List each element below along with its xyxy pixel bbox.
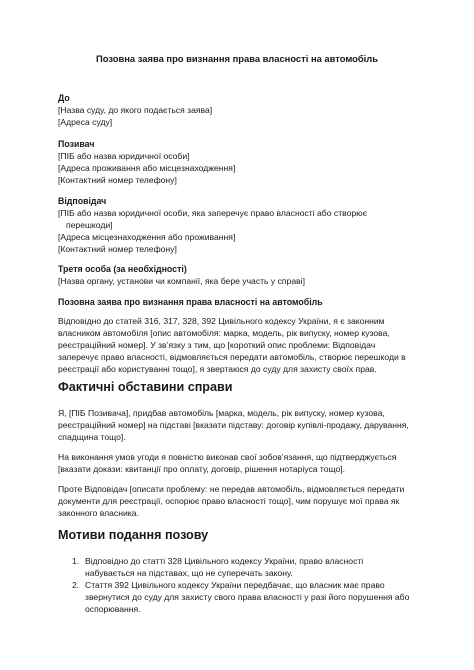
claim-paragraph [58,315,418,375]
paragraph-line: На виконання умов угоди я повністю виконав свої зобов’язання, що підтверджується [58,452,397,462]
defendant-name-placeholder: [ПІБ або назва юридичної особи, яка заперечує право власності або створює [58,208,367,218]
plaintiff-address-placeholder: [Адреса проживання або місцезнаходження] [58,163,236,173]
paragraph-line: спадщина тощо]. [58,432,126,442]
list-line: Відповідно до статті 328 Цивільного кодексу України, право власності [85,556,364,566]
plaintiff-phone-placeholder: [Контактний номер телефону] [58,175,177,185]
facts-paragraph-1 [58,407,418,443]
paragraph-line: [вказати докази: квитанції про оплату, договір, рішення нотаріуса тощо]. [58,464,346,474]
defendant-label: Відповідач [58,196,107,206]
paragraph-line: реєстраційний номер] на підставі [вказати підставу: договір купівлі-продажу, дарування, [58,420,409,430]
document-title: Позовна заява про визнання права власності на автомобіль [95,53,379,64]
defendant-phone-placeholder: [Контактний номер телефону] [58,244,177,254]
court-address-placeholder: [Адреса суду] [58,117,113,127]
plaintiff-name-placeholder: [ПІБ або назва юридичної особи] [58,151,190,161]
defendant-address-placeholder: [Адреса місцезнаходження або проживання] [58,232,236,242]
list-line: звернутися до суду для захисту свого права власності у разі його порушення або [85,592,410,602]
list-number: 1. [72,556,80,566]
paragraph-line: реєстрації або користуванні тощо], я звертаюся до суду для захисту своїх прав. [58,364,377,374]
list-line: Стаття 392 Цивільного кодексу України передбачає, що власник має право [85,580,385,590]
third-party-placeholder: [Назва органу, установи чи компанії, яка бере участь у справі] [58,276,305,286]
court-name-placeholder: [Назва суду, до якого подається заява] [58,105,213,115]
paragraph-line: власником автомобіля [опис автомобіля: марка, модель, рік випуску, номер кузова, [58,328,390,338]
claim-heading: Позовна заява про визнання права власності на автомобіль [58,297,323,307]
paragraph-line: реєстраційний номер]. У зв’язку з тим, що [короткий опис проблеми: Відповідач [58,340,376,350]
facts-heading: Фактичні обставини справи [58,380,233,394]
third-party-label: Третя особа (за необхідності) [58,264,187,274]
defendant-name-continuation: перешкоди] [66,220,113,230]
list-number: 2. [72,580,80,590]
plaintiff-label: Позивач [58,139,95,149]
paragraph-line: Відповідно до статей 316, 317, 328, 392 Цивільного кодексу України, я є законним [58,316,385,326]
grounds-heading: Мотиви подання позову [58,528,209,542]
facts-paragraph-2 [58,451,418,475]
list-line: оспорювання. [85,604,141,614]
paragraph-line: законного власника. [58,508,139,518]
facts-paragraph-3 [58,483,418,519]
to-label: До [58,93,70,103]
paragraph-line: документи для реєстрації, оспорює право власності тощо], чим порушує мої права як [58,496,400,506]
list-line: набувається на підставах, що не суперечать закону. [85,568,293,578]
paragraph-line: заперечує право власності, відмовляється передати автомобіль, створює перешкоди в [58,352,406,362]
paragraph-line: Проте Відповідач [описати проблему: не передав автомобіль, відмовляється передати [58,484,405,494]
paragraph-line: Я, [ПІБ Позивача], придбав автомобіль [марка, модель, рік випуску, номер кузова, [58,408,385,418]
